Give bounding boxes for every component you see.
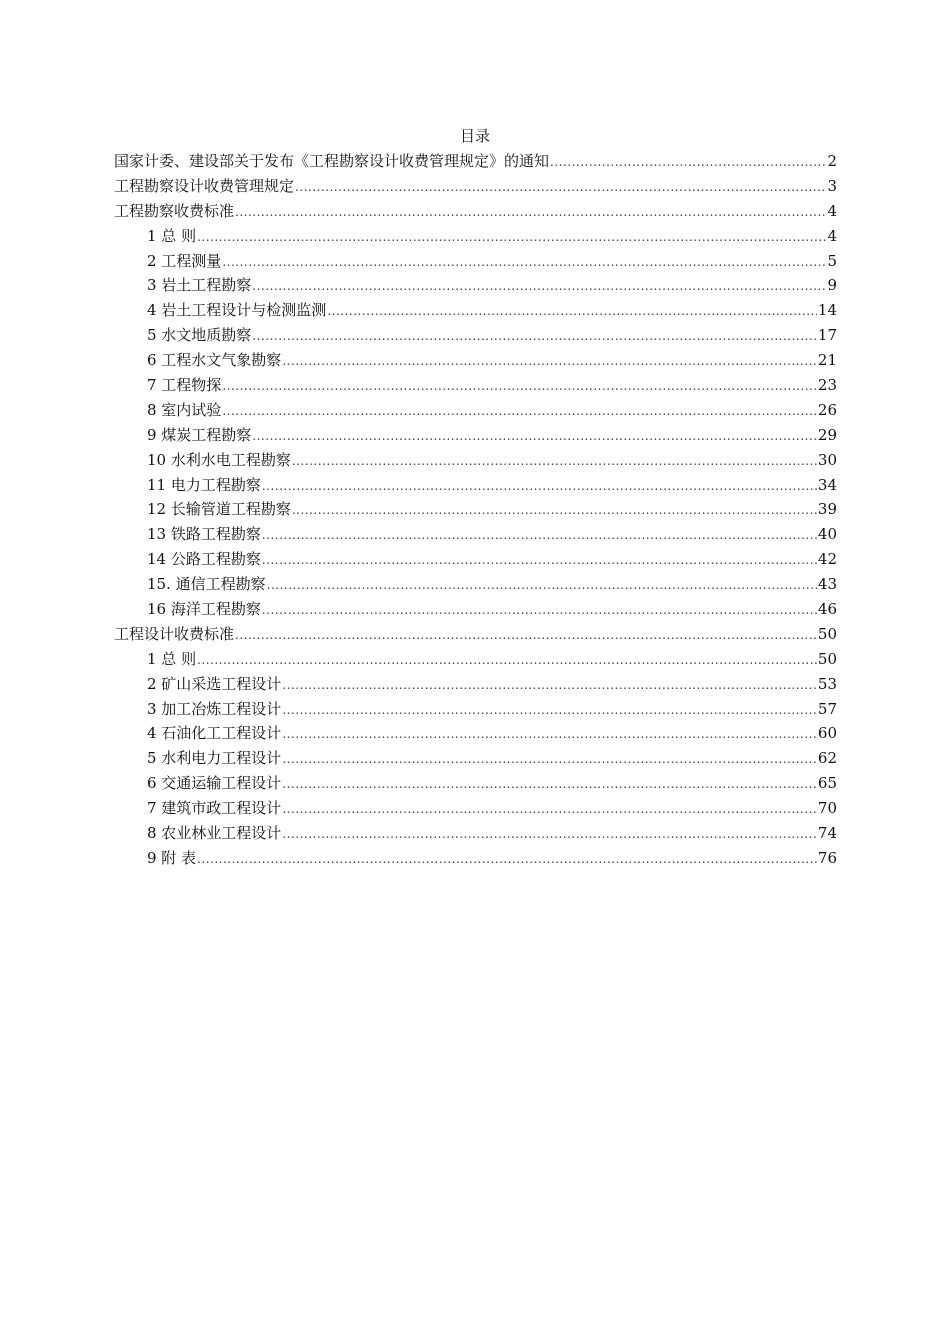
toc-dot-leader: [282, 675, 817, 695]
toc-entry-page-number: 4: [827, 201, 837, 220]
toc-dot-leader: [262, 600, 817, 620]
toc-entry[interactable]: [114, 475, 837, 500]
toc-entry-page-number: 40: [817, 525, 837, 544]
toc-entry-page-number: 5: [827, 251, 837, 270]
toc-entry-text: 14 公路工程勘察: [147, 550, 261, 569]
toc-entry-page-number: 70: [817, 799, 837, 818]
toc-entry-text: 9 煤炭工程勘察: [147, 425, 252, 444]
toc-dot-leader: [252, 426, 817, 446]
toc-dot-leader: [262, 476, 817, 496]
toc-entry[interactable]: [114, 549, 837, 574]
toc-entry[interactable]: [114, 823, 837, 848]
toc-entry-page-number: 39: [817, 500, 837, 519]
toc-entry-text: 15. 通信工程勘察: [147, 575, 266, 594]
toc-entry-text: 5 水利电力工程设计: [147, 749, 282, 768]
toc-entry-text: 3 岩土工程勘察: [147, 276, 252, 295]
toc-entry-page-number: 43: [817, 575, 837, 594]
toc-dot-leader: [222, 252, 826, 272]
toc-entry[interactable]: [114, 649, 837, 674]
toc-entry[interactable]: [114, 599, 837, 624]
toc-dot-leader: [282, 799, 817, 819]
toc-dot-leader: [327, 301, 817, 321]
toc-entry-text: 8 室内试验: [147, 400, 222, 419]
toc-entry[interactable]: [114, 798, 837, 823]
toc-entry[interactable]: [114, 151, 837, 176]
toc-entry[interactable]: [114, 723, 837, 748]
toc-entry-text: 工程勘察设计收费管理规定: [114, 176, 295, 195]
toc-dot-leader: [550, 152, 826, 172]
toc-dot-leader: [282, 749, 817, 769]
toc-entry-page-number: 17: [817, 326, 837, 345]
toc-entry[interactable]: [114, 400, 837, 425]
toc-entry-page-number: 42: [817, 550, 837, 569]
toc-entry-page-number: 76: [817, 848, 837, 867]
toc-entry[interactable]: [114, 773, 837, 798]
toc-entry-page-number: 34: [817, 475, 837, 494]
toc-entry[interactable]: [114, 624, 837, 649]
toc-dot-leader: [282, 824, 817, 844]
toc-entry-page-number: 23: [817, 376, 837, 395]
toc-entry-text: 13 铁路工程勘察: [147, 525, 261, 544]
toc-entry[interactable]: [114, 574, 837, 599]
toc-entry-page-number: 74: [817, 824, 837, 843]
toc-dot-leader: [252, 326, 817, 346]
toc-entry[interactable]: [114, 748, 837, 773]
toc-entry-text: 6 工程水文气象勘察: [147, 351, 282, 370]
toc-entry[interactable]: [114, 251, 837, 276]
toc-entry[interactable]: [114, 275, 837, 300]
toc-dot-leader: [235, 625, 817, 645]
table-of-contents: [114, 151, 837, 873]
toc-entry-page-number: 21: [817, 351, 837, 370]
toc-entry-text: 7 建筑市政工程设计: [147, 799, 282, 818]
toc-entry[interactable]: [114, 226, 837, 251]
toc-entry-page-number: 57: [817, 699, 837, 718]
toc-entry[interactable]: [114, 325, 837, 350]
toc-entry-text: 1 总 则: [147, 226, 197, 245]
toc-entry[interactable]: [114, 201, 837, 226]
toc-entry-text: 工程勘察收费标准: [114, 201, 235, 220]
toc-entry-page-number: 65: [817, 774, 837, 793]
toc-entry-page-number: 26: [817, 400, 837, 419]
toc-entry-page-number: 46: [817, 600, 837, 619]
toc-entry-text: 11 电力工程勘察: [147, 475, 261, 494]
toc-dot-leader: [267, 575, 817, 595]
toc-dot-leader: [252, 276, 826, 296]
toc-dot-leader: [282, 351, 817, 371]
toc-dot-leader: [222, 376, 817, 396]
toc-entry-text: 9 附 表: [147, 848, 197, 867]
toc-entry-text: 4 石油化工工程设计: [147, 724, 282, 743]
toc-entry-page-number: 29: [817, 425, 837, 444]
toc-entry-text: 1 总 则: [147, 649, 197, 668]
toc-entry-text: 2 工程测量: [147, 251, 222, 270]
toc-entry-page-number: 3: [827, 176, 837, 195]
toc-entry-page-number: 50: [817, 649, 837, 668]
toc-entry[interactable]: [114, 300, 837, 325]
toc-dot-leader: [282, 700, 817, 720]
toc-entry-text: 12 长输管道工程勘察: [147, 500, 291, 519]
toc-dot-leader: [282, 724, 817, 744]
toc-entry[interactable]: [114, 176, 837, 201]
toc-dot-leader: [295, 177, 826, 197]
toc-dot-leader: [282, 774, 817, 794]
toc-entry-page-number: 9: [827, 276, 837, 295]
toc-entry-page-number: 53: [817, 674, 837, 693]
toc-entry[interactable]: [114, 350, 837, 375]
toc-entry-page-number: 2: [827, 152, 837, 170]
toc-dot-leader: [197, 650, 817, 670]
toc-entry-page-number: 14: [817, 301, 837, 320]
toc-entry[interactable]: [114, 499, 837, 524]
toc-entry-page-number: 50: [817, 624, 837, 643]
toc-entry-text: 10 水利水电工程勘察: [147, 450, 291, 469]
toc-entry-text: 4 岩土工程设计与检测监测: [147, 301, 327, 320]
toc-dot-leader: [222, 401, 817, 421]
toc-entry-text: 3 加工冶炼工程设计: [147, 699, 282, 718]
toc-entry[interactable]: [114, 848, 837, 873]
toc-dot-leader: [292, 451, 817, 471]
toc-entry-page-number: 4: [827, 226, 837, 245]
toc-title: 目录: [459, 127, 490, 145]
toc-dot-leader: [235, 202, 826, 222]
toc-entry-text: 6 交通运输工程设计: [147, 774, 282, 793]
toc-dot-leader: [197, 849, 817, 869]
toc-entry[interactable]: [114, 699, 837, 724]
toc-entry[interactable]: [114, 524, 837, 549]
toc-entry-text: 7 工程物探: [147, 376, 222, 395]
toc-entry-text: 2 矿山采选工程设计: [147, 674, 282, 693]
toc-entry[interactable]: [114, 450, 837, 475]
toc-entry-page-number: 62: [817, 749, 837, 768]
toc-dot-leader: [262, 550, 817, 570]
toc-entry-text: 国家计委、建设部关于发布《工程勘察设计收费管理规定》的通知: [114, 152, 550, 170]
toc-entry-text: 工程设计收费标准: [114, 624, 235, 643]
toc-entry[interactable]: [114, 425, 837, 450]
toc-entry-page-number: 60: [817, 724, 837, 743]
toc-dot-leader: [197, 227, 826, 247]
toc-entry-text: 8 农业林业工程设计: [147, 824, 282, 843]
toc-entry-page-number: 30: [817, 450, 837, 469]
toc-entry-text: 5 水文地质勘察: [147, 326, 252, 345]
toc-dot-leader: [292, 500, 817, 520]
toc-entry[interactable]: [114, 375, 837, 400]
toc-entry[interactable]: [114, 674, 837, 699]
toc-dot-leader: [262, 525, 817, 545]
toc-entry-text: 16 海洋工程勘察: [147, 600, 261, 619]
